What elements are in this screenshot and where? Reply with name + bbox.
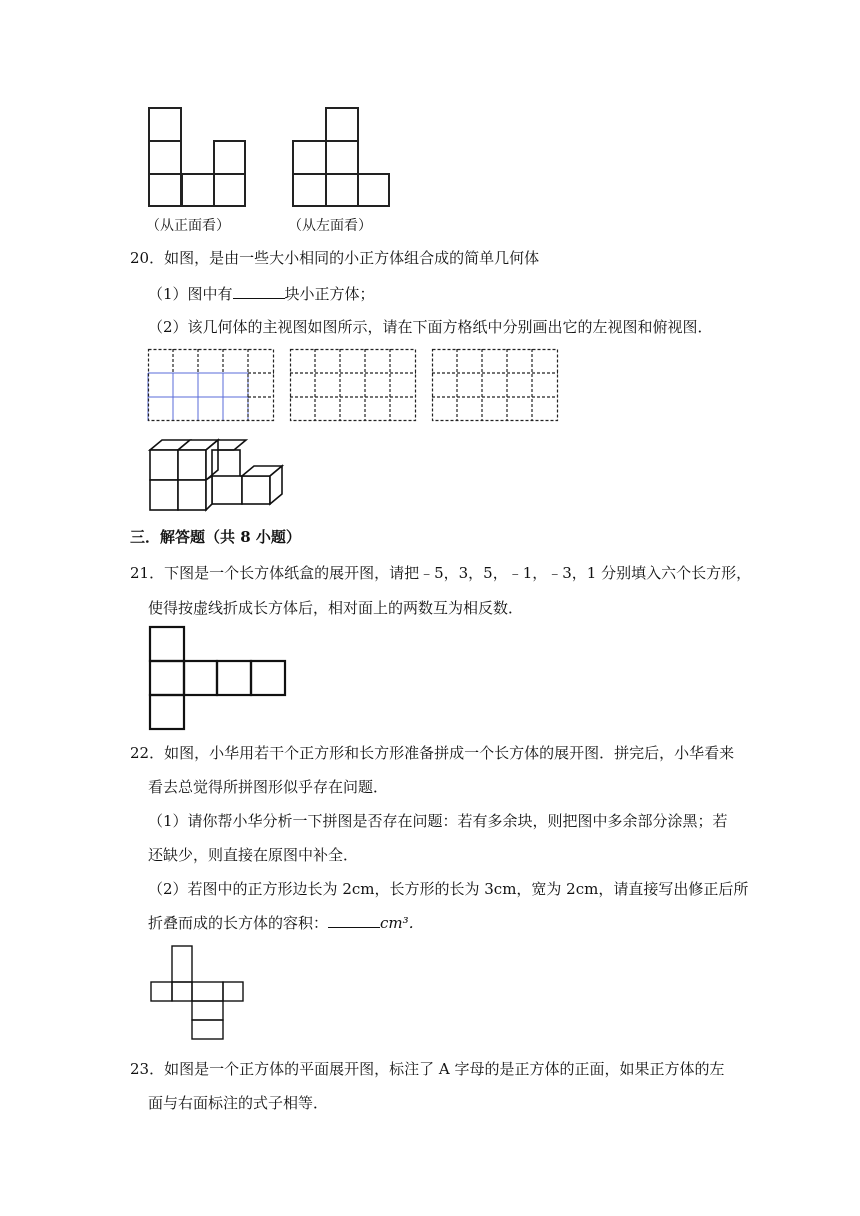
front-view-label: （从正面看）: [146, 218, 230, 234]
q23-line2: 面与右面标注的式子相等．: [148, 1094, 329, 1112]
top-view-answer-grid: [432, 349, 558, 421]
q21-line1: 21．下图是一个长方体纸盒的展开图，请把﹣5，3，5，﹣1，﹣3，1 分别填入六个长方形，: [130, 564, 752, 582]
q22-part1-line2: 还缺少，则直接在原图中补全．: [148, 846, 359, 864]
q20-answer-blank[interactable]: [233, 284, 285, 299]
main-view-grid: [148, 349, 274, 421]
q22-line2: 看去总觉得所拼图形似乎存在问题．: [148, 778, 389, 796]
section-heading: 三．解答题（共 8 小题）: [130, 528, 301, 546]
q23-line1: 23．如图是一个正方体的平面展开图，标注了 A 字母的是正方体的正面，如果正方体的左: [130, 1060, 725, 1078]
q22-part2-line2: 折叠而成的长方体的容积： cm³．: [148, 914, 424, 932]
q20-part1: （1）图中有 块小正方体；: [148, 285, 375, 303]
q22-line1: 22．如图，小华用若干个正方形和长方形准备拼成一个长方体的展开图．拼完后，小华看来: [130, 744, 735, 762]
box-net-figure: [149, 626, 289, 736]
left-view-figure: [292, 107, 392, 207]
q20-stem: 20．如图，是由一些大小相同的小正方体组合成的简单几何体: [130, 249, 540, 267]
q21-line2: 使得按虚线折成长方体后，相对面上的两数互为相反数．: [148, 599, 524, 617]
left-view-label: （从左面看）: [288, 218, 372, 234]
cuboid-net-figure: [150, 944, 250, 1044]
q22-part2-line1: （2）若图中的正方形边长为 2cm，长方形的长为 3cm，宽为 2cm，请直接写出修正后所: [148, 880, 749, 898]
cube-solid-figure: [146, 436, 286, 516]
q22-answer-blank[interactable]: [328, 913, 380, 928]
left-view-answer-grid: [290, 349, 416, 421]
q20-part2: （2）该几何体的主视图如图所示，请在下面方格纸中分别画出它的左视图和俯视图．: [148, 318, 713, 336]
q22-part1-line1: （1）请你帮小华分析一下拼图是否存在问题：若有多余块，则把图中多余部分涂黑；若: [148, 812, 728, 830]
front-view-figure: [148, 107, 248, 207]
